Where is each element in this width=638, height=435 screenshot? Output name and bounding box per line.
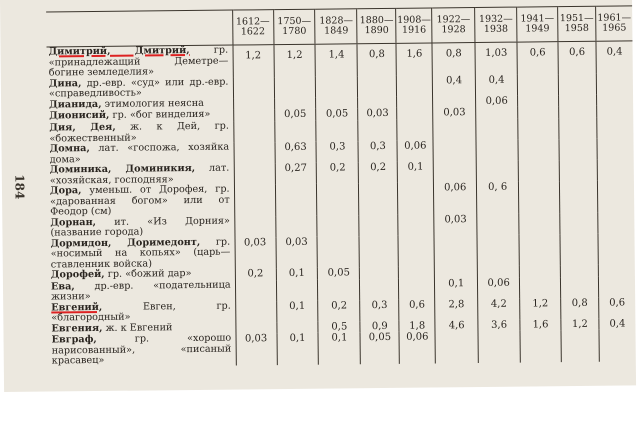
frequency-value	[397, 119, 433, 140]
entry-description: лат. «госпожа, хозяйка дома»	[49, 141, 230, 165]
entry-description: этимология неясна	[101, 97, 204, 110]
frequency-value	[558, 73, 596, 94]
frequency-value	[234, 142, 275, 163]
name-column-header	[46, 10, 232, 47]
frequency-value	[518, 118, 559, 139]
frequency-value	[560, 212, 598, 233]
frequency-value: 0,03	[236, 333, 277, 365]
frequency-value	[397, 75, 433, 96]
name-entry	[49, 237, 235, 270]
frequency-value	[519, 265, 560, 277]
frequency-value: 0,3	[358, 141, 397, 162]
frequency-value	[360, 267, 399, 279]
frequency-value	[274, 121, 316, 142]
frequency-value: 0, 6	[477, 182, 519, 214]
frequency-value	[476, 140, 518, 161]
frequency-value: 1,2	[561, 318, 599, 330]
period-header: 1828— 1849	[315, 9, 357, 44]
entry-headword: Домна,	[49, 143, 90, 155]
frequency-value: 1,8	[399, 320, 435, 332]
entry-description: гр. «носимый на копьях» (царь—ставленник войска)	[50, 236, 231, 270]
entry-headword: Ева,	[50, 280, 75, 292]
period-header: 1750— 1780	[273, 9, 315, 44]
frequency-value	[520, 277, 561, 298]
frequency-value: 0,3	[360, 299, 399, 320]
frequency-value	[398, 235, 434, 267]
frequency-value: 0,1	[277, 333, 319, 365]
frequency-value	[358, 75, 397, 96]
period-header: 1612— 1622	[232, 10, 273, 45]
frequency-value	[477, 213, 519, 234]
frequency-value: 0,8	[357, 43, 396, 75]
frequency-value	[477, 234, 519, 266]
frequency-value: 0,06	[399, 331, 435, 363]
entry-description: ит. «Из Дорния» (название города)	[50, 215, 230, 239]
frequency-value: 0,03	[276, 236, 318, 268]
period-header: 1932— 1938	[475, 7, 517, 42]
entry-headword: Дия, Дея,	[49, 121, 116, 134]
frequency-value: 0,06	[434, 182, 477, 214]
frequency-value	[233, 98, 274, 110]
frequency-value	[317, 236, 359, 268]
frequency-value	[433, 119, 476, 140]
entry-headword: Дина,	[48, 77, 82, 89]
frequency-value	[476, 107, 518, 119]
frequency-value	[234, 184, 275, 216]
entry-description: гр. «принадлежащий Деметре—богине земледелия»	[48, 44, 229, 79]
entry-headword: Дорофей,	[50, 268, 105, 281]
frequency-value: 0,6	[517, 42, 558, 74]
frequency-value	[560, 233, 598, 265]
frequency-value	[559, 160, 597, 181]
frequency-value: 0,06	[476, 95, 518, 107]
frequency-value	[358, 96, 397, 108]
name-entry	[50, 334, 236, 367]
frequency-value: 0,2	[317, 162, 359, 183]
table-body	[46, 41, 635, 367]
frequency-value	[559, 94, 597, 106]
frequency-value: 0,4	[596, 41, 633, 73]
frequency-value: 0,5	[318, 321, 360, 333]
frequency-value	[275, 184, 317, 216]
entry-headword: Евгения,	[51, 322, 103, 334]
frequency-value: 0,2	[359, 162, 398, 183]
frequency-value: 4,6	[435, 320, 478, 332]
frequency-value: 0,1	[398, 161, 434, 182]
entry-description: гр. «бог винделия»	[109, 108, 211, 121]
frequency-value: 0,1	[318, 332, 360, 364]
entry-headword: Дормидон, Доримедонт,	[50, 236, 201, 249]
frequency-value	[519, 234, 560, 266]
frequency-value: 0,05	[318, 267, 360, 279]
frequency-value	[397, 96, 433, 108]
entry-description: др.-евр. «подательница жизни»	[51, 279, 231, 303]
frequency-value: 0,6	[599, 297, 636, 318]
frequency-value	[598, 276, 635, 297]
frequency-value: 0,8	[432, 43, 475, 75]
entry-description: уменьш. от Дорофея, гр. «дарованная богом» или от Феодор (см)	[50, 183, 230, 218]
frequency-value: 0,03	[235, 237, 276, 269]
frequency-value: 0,05	[360, 332, 399, 364]
frequency-value	[598, 233, 635, 265]
frequency-value: 0,2	[235, 268, 276, 280]
frequency-value: 0,1	[276, 268, 318, 280]
frequency-value	[234, 163, 275, 184]
frequency-value: 0,03	[433, 107, 476, 119]
frequency-value	[274, 97, 316, 109]
frequency-value	[275, 215, 317, 236]
entry-headword: Дианида,	[49, 98, 102, 110]
frequency-value	[518, 95, 559, 107]
frequency-value: 1,2	[274, 44, 316, 76]
frequency-value: 1,4	[315, 44, 357, 76]
frequency-value: 1,6	[396, 43, 432, 75]
frequency-value	[233, 77, 274, 98]
page-number: 184	[12, 174, 27, 200]
frequency-value	[234, 216, 275, 237]
frequency-value	[598, 212, 635, 233]
frequency-value: 0,8	[561, 297, 599, 318]
frequency-value	[399, 266, 435, 278]
entry-description: ж. к Дей, гр. «божественный»	[49, 120, 229, 144]
entry-description: ж. к Евгений	[102, 321, 173, 334]
frequency-value: 0,05	[316, 108, 358, 120]
frequency-value: 3,6	[478, 319, 520, 331]
frequency-value: 0,9	[360, 320, 399, 332]
entry-headword: Димитрий, Дмитрий,	[48, 45, 190, 58]
frequency-value	[559, 181, 597, 213]
name-frequency-table	[46, 5, 636, 367]
frequency-value	[560, 265, 598, 277]
frequency-value: 0,3	[316, 141, 358, 162]
name-entry	[47, 77, 233, 100]
frequency-value	[317, 215, 359, 236]
frequency-value	[520, 330, 561, 362]
frequency-value	[276, 279, 318, 300]
frequency-value	[435, 266, 478, 278]
entry-description: Евген, гр. «благородный»	[51, 300, 231, 324]
frequency-value	[235, 280, 276, 301]
frequency-value	[398, 214, 434, 235]
frequency-value: 0,6	[399, 299, 435, 320]
frequency-value	[274, 76, 316, 97]
frequency-value: 0,63	[275, 142, 317, 163]
frequency-value	[433, 140, 476, 161]
frequency-value: 4,2	[478, 298, 520, 319]
frequency-value	[561, 330, 599, 362]
entry-description: гр. «хорошо нарисованный», «писаный красавец»	[51, 332, 232, 367]
frequency-value	[476, 161, 518, 182]
frequency-value	[560, 276, 598, 297]
frequency-value	[399, 278, 435, 299]
frequency-value	[519, 213, 560, 234]
frequency-value: 1,03	[475, 42, 517, 74]
frequency-value	[517, 74, 558, 95]
frequency-value	[597, 105, 634, 117]
frequency-value: 0,1	[276, 300, 318, 321]
frequency-value	[478, 331, 520, 363]
frequency-value	[597, 117, 634, 138]
frequency-value	[559, 139, 597, 160]
frequency-value: 2,8	[435, 299, 478, 320]
entry-headword: Дионисий,	[49, 109, 110, 122]
entry-headword: Евграф,	[51, 334, 97, 346]
frequency-value	[233, 121, 274, 142]
frequency-value	[518, 106, 559, 118]
frequency-value: 0,06	[478, 277, 520, 298]
frequency-value	[596, 73, 633, 94]
frequency-value: 0,06	[397, 140, 433, 161]
frequency-value	[518, 139, 559, 160]
entry-description: гр. «божий дар»	[104, 268, 192, 280]
frequency-value	[519, 181, 560, 213]
frequency-value	[360, 278, 399, 299]
period-header: 1941— 1949	[517, 7, 558, 42]
period-header: 1880— 1890	[357, 8, 396, 43]
frequency-value	[435, 331, 478, 363]
frequency-value	[398, 182, 434, 214]
entry-headword: Дора,	[49, 185, 82, 197]
frequency-value	[359, 214, 398, 235]
frequency-value: 0,05	[274, 109, 316, 121]
frequency-value	[597, 180, 634, 212]
frequency-value: 0,27	[275, 163, 317, 184]
frequency-value	[235, 301, 276, 322]
frequency-value	[397, 107, 433, 119]
frequency-value	[598, 264, 635, 276]
entry-headword: Дорнан,	[50, 216, 97, 228]
name-entry	[46, 45, 232, 79]
frequency-value	[316, 120, 358, 141]
name-entry	[48, 185, 234, 218]
frequency-value	[559, 118, 597, 139]
frequency-value	[559, 106, 597, 118]
frequency-value: 0,6	[558, 41, 596, 73]
frequency-value	[233, 109, 274, 121]
frequency-value: 0,4	[599, 318, 636, 330]
frequency-value	[477, 266, 519, 278]
frequency-value	[476, 119, 518, 140]
entry-description: др.-евр. «суд» или др.-евр. «справедливость»	[48, 76, 229, 100]
frequency-value	[433, 161, 476, 182]
frequency-value: 1,2	[233, 45, 274, 77]
frequency-value: 0,1	[435, 278, 478, 299]
frequency-value	[317, 183, 359, 215]
frequency-value	[597, 138, 634, 159]
name-entry	[49, 301, 235, 324]
frequency-value	[316, 97, 358, 109]
frequency-value: 1,2	[520, 298, 561, 319]
frequency-value	[434, 235, 477, 267]
entry-headword: Евгений,	[51, 301, 103, 313]
frequency-value	[596, 94, 633, 106]
frequency-value	[599, 329, 636, 361]
frequency-value: 0,4	[475, 74, 517, 95]
frequency-value	[359, 235, 398, 267]
frequency-value	[276, 321, 318, 333]
period-header: 1951— 1958	[558, 6, 596, 41]
frequency-value: 0,03	[358, 108, 397, 120]
frequency-value	[597, 159, 634, 180]
frequency-value	[316, 76, 358, 97]
period-header: 1961— 1965	[596, 6, 633, 41]
frequency-value: 0,4	[433, 75, 476, 96]
frequency-value	[358, 120, 397, 141]
frequency-value	[433, 96, 476, 108]
table-row	[50, 329, 636, 367]
entry-headword: Доминика, Доминикия,	[49, 162, 196, 176]
frequency-value: 0,2	[318, 300, 360, 321]
frequency-value	[318, 279, 360, 300]
period-header: 1908— 1916	[396, 8, 432, 43]
entry-description: лат. «хозяйская, господняя»	[49, 162, 230, 186]
period-header: 1922— 1928	[432, 8, 475, 43]
frequency-value: 0,03	[434, 214, 477, 235]
frequency-value	[359, 183, 398, 215]
frequency-value	[235, 322, 276, 334]
frequency-value	[518, 160, 559, 181]
frequency-value: 1,6	[520, 319, 561, 331]
